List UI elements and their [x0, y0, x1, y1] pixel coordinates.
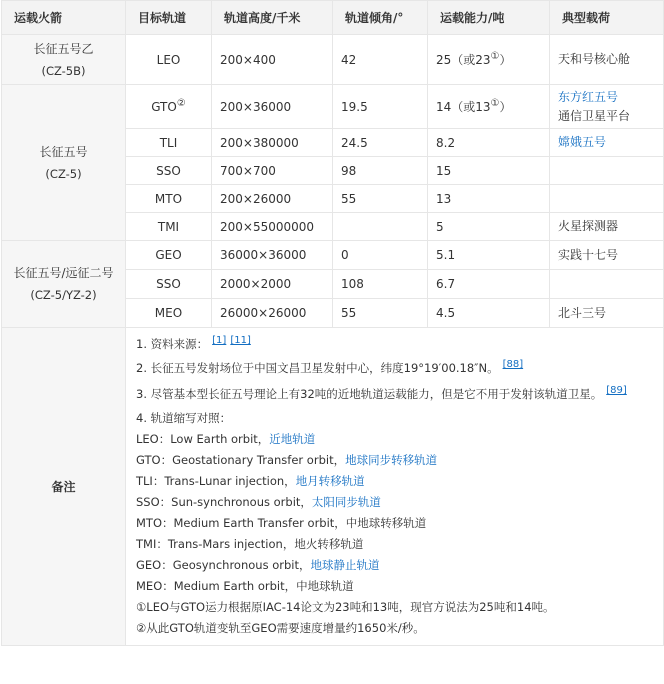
- note-text: SSO：Sun-synchronous orbit，: [136, 495, 312, 509]
- orbit-cell: [126, 213, 212, 241]
- orbit-cell: [126, 129, 212, 157]
- inclination-cell: 55: [333, 299, 428, 328]
- capacity-value: 4.5: [436, 306, 456, 320]
- capacity-value: 5: [436, 219, 444, 234]
- capacity-value: 13: [436, 191, 452, 206]
- capacity-value: 25（或23: [436, 53, 491, 67]
- orbit-cell: [126, 35, 212, 85]
- capacity-cell: [428, 299, 550, 328]
- capacity-cell: [428, 85, 550, 129]
- payload-text: 火星探测器: [558, 219, 619, 233]
- altitude-cell: 26000×26000: [212, 299, 333, 328]
- note-line: [136, 492, 655, 513]
- rocket-cell: [2, 35, 126, 85]
- capacity-cell: [428, 157, 550, 185]
- orbit-name: GTO: [151, 99, 177, 114]
- payload-cell: [550, 241, 664, 270]
- altitude-cell: 2000×2000: [212, 270, 333, 299]
- note-line: [136, 555, 655, 576]
- payload-cell: [550, 213, 664, 241]
- payload-cell: [550, 35, 664, 85]
- note-line: [136, 382, 655, 408]
- note-line: [136, 576, 655, 597]
- orbit-name: TMI: [157, 219, 180, 234]
- capacity-value: 14（或13: [436, 100, 491, 114]
- inclination-cell: 24.5: [333, 129, 428, 157]
- table-row: [2, 85, 664, 129]
- note-text: ①LEO与GTO运力根据原IAC-14论文为23吨和13吨，现官方说法为25吨和14吨。: [136, 600, 555, 614]
- payload-extra: 通信卫星平台: [558, 108, 631, 123]
- capacity-cell: [428, 129, 550, 157]
- inclination-cell: 55: [333, 185, 428, 213]
- payload-link[interactable]: 嫦娥五号: [558, 135, 607, 149]
- payload-text: 天和号核心舱: [558, 52, 631, 66]
- capacity-value: 8.2: [436, 135, 456, 150]
- payload-text: 北斗三号: [558, 305, 607, 320]
- note-line: [136, 618, 655, 639]
- note-text: MEO：Medium Earth orbit，中地球轨道: [136, 579, 354, 593]
- note-text: GEO：Geosynchronous orbit，: [136, 558, 311, 572]
- rocket-code: (CZ-5B): [41, 63, 86, 78]
- header-inclination: 轨道倾角/°: [333, 1, 428, 35]
- note-line: [136, 534, 655, 555]
- payload-cell: [550, 157, 664, 185]
- reference-link[interactable]: [89]: [606, 385, 627, 396]
- note-line: [136, 597, 655, 618]
- altitude-cell: 200×26000: [212, 185, 333, 213]
- altitude-cell: 200×55000000: [212, 213, 333, 241]
- capacity-cell: [428, 241, 550, 270]
- note-text: 3. 尽管基本型长征五号理论上有32吨的近地轨道运载能力，但是它不用于发射该轨道卫星。: [136, 387, 603, 401]
- note-line: [136, 471, 655, 492]
- orbit-name: MEO: [154, 306, 183, 320]
- footnote-mark: ①: [490, 98, 500, 109]
- payload-cell: [550, 270, 664, 299]
- rocket-name: 长征五号乙: [33, 41, 94, 56]
- note-text: 2. 长征五号发射场位于中国文昌卫星发射中心，纬度19°19′00.18″N。: [136, 361, 499, 375]
- reference-link[interactable]: [88]: [502, 359, 524, 370]
- note-text: TLI：Trans-Lunar injection，: [136, 474, 296, 488]
- note-line: [136, 356, 655, 382]
- altitude-cell: 200×380000: [212, 129, 333, 157]
- header-row: [2, 1, 664, 35]
- note-line: [136, 408, 655, 429]
- capacity-cell: [428, 270, 550, 299]
- orbit-term-link[interactable]: 地月转移轨道: [295, 474, 365, 488]
- orbit-cell: [126, 185, 212, 213]
- payload-cell: [550, 299, 664, 328]
- note-text: ②从此GTO轨道变轨至GEO需要速度增量约1650米/秒。: [136, 621, 425, 635]
- altitude-cell: 700×700: [212, 157, 333, 185]
- note-line: [136, 429, 655, 450]
- inclination-cell: [333, 213, 428, 241]
- note-text: LEO：Low Earth orbit，: [136, 432, 270, 446]
- remarks-row: [2, 328, 664, 646]
- inclination-cell: 108: [333, 270, 428, 299]
- capacity-tail: ）: [499, 100, 512, 114]
- orbit-cell: [126, 157, 212, 185]
- header-rocket: 运载火箭: [2, 1, 126, 35]
- header-orbit: 目标轨道: [126, 1, 212, 35]
- capacity-value: 6.7: [436, 277, 456, 291]
- header-capacity: 运载能力/吨: [428, 1, 550, 35]
- note-text: MTO：Medium Earth Transfer orbit，中地球转移轨道: [136, 516, 427, 530]
- note-text: 4. 轨道缩写对照：: [136, 411, 232, 425]
- orbit-name: GEO: [155, 248, 182, 262]
- inclination-cell: 42: [333, 35, 428, 85]
- launch-capability-table: [1, 0, 664, 646]
- header-payload: 典型载荷: [550, 1, 664, 35]
- inclination-cell: 19.5: [333, 85, 428, 129]
- note-line: [136, 513, 655, 534]
- orbit-name: TLI: [159, 135, 178, 150]
- orbit-name: SSO: [156, 163, 181, 178]
- inclination-cell: 98: [333, 157, 428, 185]
- table-row: [2, 35, 664, 85]
- rocket-code: (CZ-5): [45, 166, 82, 181]
- payload-cell: [550, 185, 664, 213]
- orbit-cell: [126, 270, 212, 299]
- inclination-cell: 0: [333, 241, 428, 270]
- payload-cell: [550, 129, 664, 157]
- capacity-tail: ）: [499, 53, 512, 67]
- table-row: [2, 241, 664, 270]
- rocket-cell: [2, 85, 126, 241]
- payload-text: 实践十七号: [558, 247, 619, 262]
- note-text: TMI：Trans-Mars injection，地火转移轨道: [136, 537, 364, 551]
- payload-cell: [550, 85, 664, 129]
- note-line: [136, 450, 655, 471]
- orbit-term-link[interactable]: 近地轨道: [269, 432, 316, 446]
- orbit-term-link[interactable]: 太阳同步轨道: [311, 495, 381, 509]
- orbit-name: SSO: [156, 277, 181, 291]
- header-altitude: 轨道高度/千米: [212, 1, 333, 35]
- capacity-value: 15: [436, 163, 452, 178]
- orbit-cell: [126, 299, 212, 328]
- note-line: [136, 334, 655, 356]
- note-text: GTO：Geostationary Transfer orbit，: [136, 453, 346, 467]
- rocket-name: 长征五号/远征二号: [13, 266, 114, 280]
- footnote-mark: ②: [176, 97, 186, 109]
- reference-link[interactable]: [1]: [212, 335, 227, 346]
- altitude-cell: 200×400: [212, 35, 333, 85]
- footnote-mark: ①: [490, 51, 500, 62]
- capacity-cell: [428, 213, 550, 241]
- altitude-cell: 200×36000: [212, 85, 333, 129]
- capacity-cell: [428, 185, 550, 213]
- capacity-value: 5.1: [436, 248, 456, 262]
- rocket-cell: [2, 241, 126, 328]
- rocket-code: (CZ-5/YZ-2): [30, 288, 97, 302]
- orbit-cell: [126, 85, 212, 129]
- orbit-name: MTO: [154, 191, 183, 206]
- altitude-cell: 36000×36000: [212, 241, 333, 270]
- orbit-term-link[interactable]: 地球静止轨道: [310, 558, 380, 572]
- capacity-cell: [428, 35, 550, 85]
- payload-link[interactable]: 东方红五号: [558, 89, 619, 104]
- orbit-name: LEO: [156, 52, 181, 67]
- orbit-cell: [126, 241, 212, 270]
- note-text: 1. 资料来源：: [136, 337, 209, 351]
- remarks-notes: [126, 328, 664, 646]
- remarks-label: 备注: [2, 328, 126, 646]
- rocket-name: 长征五号: [39, 144, 88, 159]
- reference-link[interactable]: [11]: [230, 335, 251, 346]
- orbit-term-link[interactable]: 地球同步转移轨道: [345, 453, 438, 467]
